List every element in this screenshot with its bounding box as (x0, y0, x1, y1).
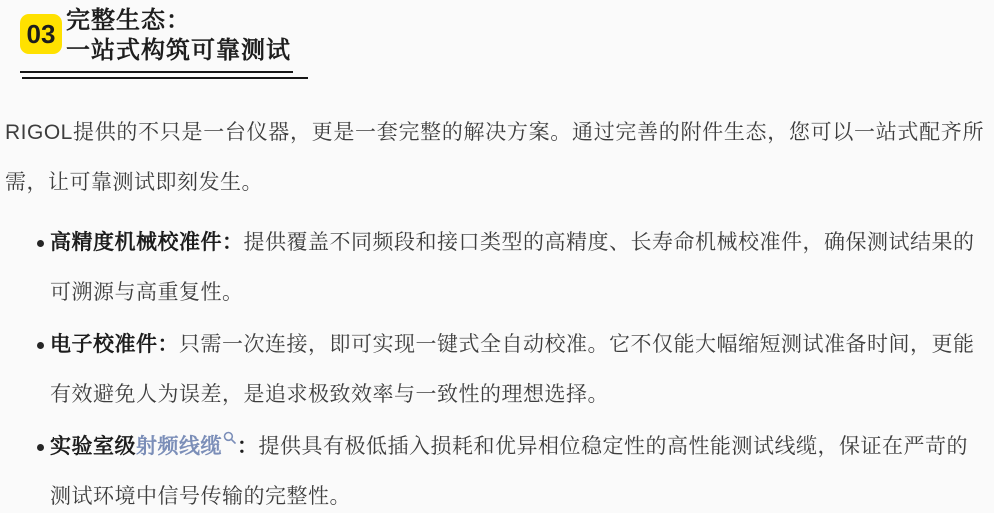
bullet-body: 提供具有极低插入损耗和优异相位稳定性的高性能测试线缆，保证在严苛的测试环境中信号传输的完整性。 (50, 435, 968, 508)
title-underline-bottom (22, 77, 308, 79)
bullet-item-electronic-cal-kit (0, 320, 994, 420)
bullet-lead: 实验室级 (50, 435, 136, 458)
bullet-item-rf-cable (0, 422, 994, 513)
section-header (0, 0, 994, 66)
section-title (66, 6, 291, 66)
intro-paragraph: RIGOL提供的不只是一台仪器，更是一套完整的解决方案。通过完善的附件生态，您可以一站式配齐所需，让可靠测试即刻发生。 (5, 121, 984, 194)
section-title-line1: 完整生态： (66, 7, 191, 34)
title-underline-top (20, 71, 293, 73)
bullet-lead: 高精度机械校准件： (50, 231, 244, 254)
rf-cable-link[interactable]: 射频线缆 (136, 435, 222, 458)
bullet-body: 提供覆盖不同频段和接口类型的高精度、长寿命机械校准件，确保测试结果的可溯源与高重复性。 (50, 231, 975, 304)
bullet-dot-icon (37, 342, 44, 349)
bullet-list (0, 218, 994, 513)
bullet-dot-icon (37, 444, 44, 451)
section-title-line2: 一站式构筑可靠测试 (66, 37, 291, 64)
bullet-dot-icon (37, 240, 44, 247)
bullet-item-mechanical-cal-kit (0, 218, 994, 318)
title-underline (0, 71, 994, 79)
search-icon[interactable] (223, 431, 236, 444)
bullet-lead-colon: ： (237, 435, 259, 458)
bullet-body: 只需一次连接，即可实现一键式全自动校准。它不仅能大幅缩短测试准备时间，更能有效避免人为误差，是追求极致效率与一致性的理想选择。 (50, 333, 975, 406)
section-number-badge: 03 (20, 14, 62, 54)
bullet-lead: 电子校准件： (50, 333, 179, 356)
